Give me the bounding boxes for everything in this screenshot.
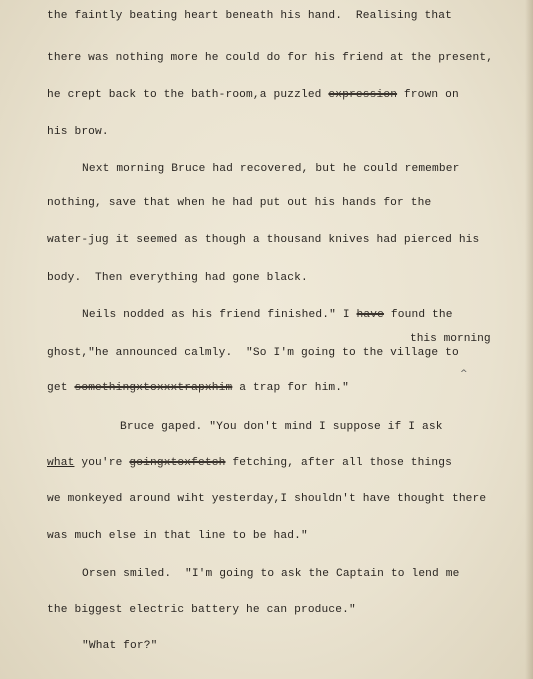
text-segment: get <box>47 382 75 394</box>
interlinear-insert: this morning <box>410 333 491 345</box>
text-segment: "What for?" <box>82 640 158 652</box>
text-segment: was much else in that line to be had." <box>47 530 308 542</box>
text-line <box>47 89 459 101</box>
text-line <box>47 493 486 505</box>
struck-text: expression <box>328 89 398 101</box>
text-segment: he crept back to the bath-room,a puzzled <box>47 89 329 101</box>
struck-text: have <box>356 309 385 321</box>
struck-text: goingxtoxfetch <box>129 457 226 469</box>
text-segment: his brow. <box>47 126 109 138</box>
text-segment: you're <box>74 457 130 469</box>
text-segment: fetching, after all those things <box>225 457 452 469</box>
text-segment: Neils nodded as his friend finished." I <box>82 309 357 321</box>
text-line <box>82 163 460 175</box>
text-segment: there was nothing more he could do for his friend at the present, <box>47 52 494 64</box>
text-line <box>120 421 443 433</box>
text-line <box>47 530 308 542</box>
text-segment: body. Then everything had gone black. <box>47 272 308 284</box>
text-segment: ghost,"he announced calmly. "So I'm going to the village to <box>47 347 459 359</box>
text-line <box>82 568 460 580</box>
text-segment: water-jug it seemed as though a thousand knives had pierced his <box>47 234 480 246</box>
text-segment: nothing, save that when he had put out his hands for the <box>47 197 432 209</box>
text-segment: found the <box>384 309 453 321</box>
text-line <box>47 52 493 64</box>
text-line <box>47 126 109 138</box>
page-edge-shadow <box>525 0 533 679</box>
text-line <box>47 457 452 469</box>
text-segment: Bruce gaped. "You don't mind I suppose if I ask <box>120 421 443 433</box>
text-segment: frown on <box>397 89 459 101</box>
text-segment: Next morning Bruce had recovered, but he could remember <box>82 163 460 175</box>
underlined-text: what <box>47 457 75 469</box>
text-segment: Orsen smiled. "I'm going to ask the Captain to lend me <box>82 568 460 580</box>
insertion-caret: ^ <box>460 369 468 379</box>
text-segment: a trap for him." <box>232 382 350 394</box>
struck-text: somethingxtoxxxtrapxhim <box>74 382 233 394</box>
text-line <box>47 234 479 246</box>
text-line <box>47 197 431 209</box>
text-line <box>82 309 453 321</box>
text-line <box>47 382 349 394</box>
text-segment: we monkeyed around wiht yesterday,I shouldn't have thought there <box>47 493 487 505</box>
text-line <box>82 640 158 652</box>
text-segment: the biggest electric battery he can produce." <box>47 604 356 616</box>
text-line <box>47 604 356 616</box>
text-line <box>47 10 452 22</box>
text-line <box>47 347 459 359</box>
text-segment: the faintly beating heart beneath his hand. Realising that <box>47 10 452 22</box>
text-line <box>47 272 308 284</box>
